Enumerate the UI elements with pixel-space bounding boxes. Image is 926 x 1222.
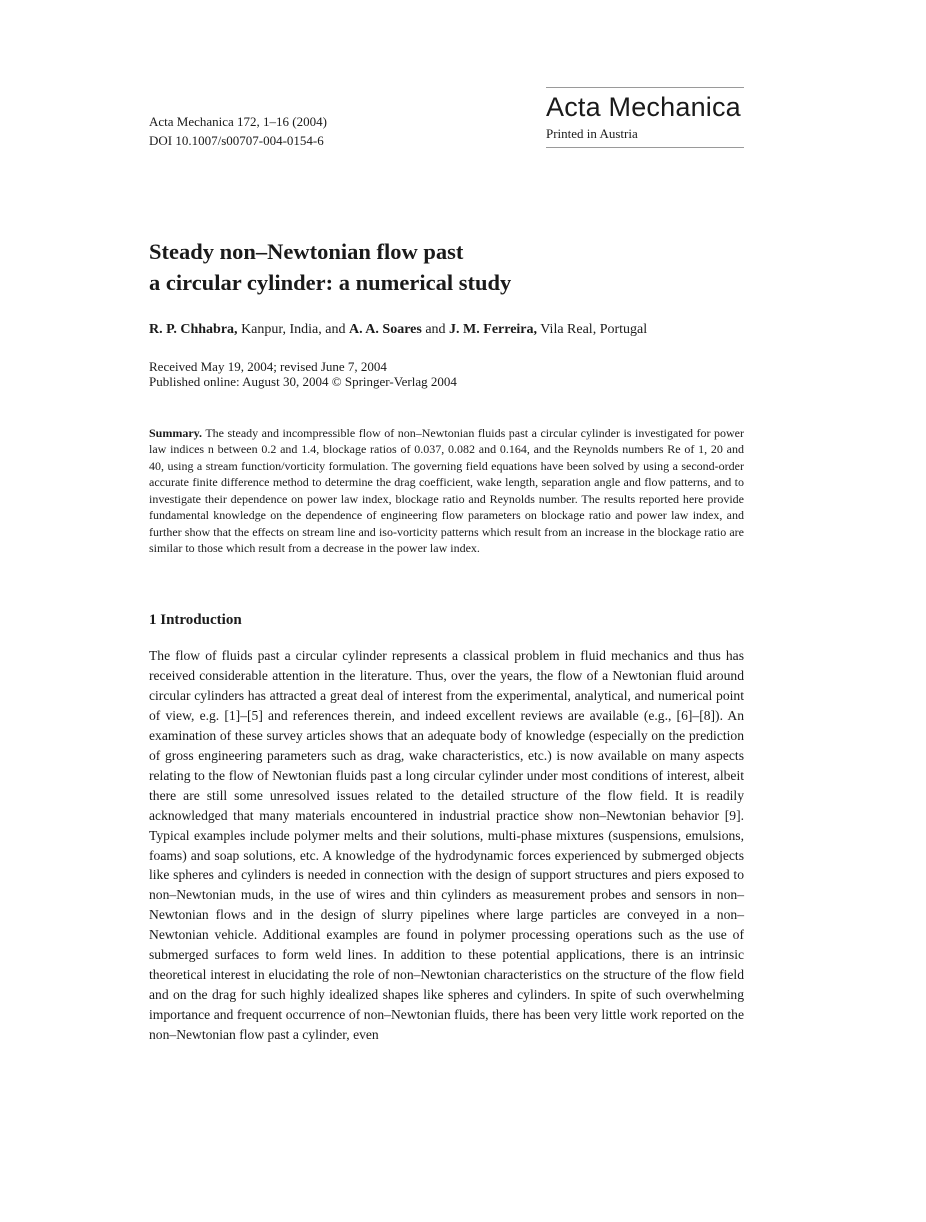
section-heading-introduction: 1 Introduction	[149, 612, 242, 628]
affiliation-1: Kanpur, India, and	[237, 322, 349, 337]
summary-label: Summary.	[149, 426, 203, 440]
summary-abstract	[149, 425, 744, 557]
title-line-2: a circular cylinder: a numerical study	[149, 270, 512, 295]
author-connector: and	[421, 322, 450, 337]
printed-in: Printed in Austria	[546, 126, 638, 141]
journal-brand	[546, 87, 744, 148]
summary-text: The steady and incompressible flow of non–Newtonian fluids past a circular cylinder is investigated for power law indices n between 0.2 and 1.4, blockage ratios of 0.037, 0.082 and 0.164, and the Reynolds numbers Re of 1, 20 and 40, using a stream function/vorticity formulation. The governing field equations have been solved by using a second-order accurate finite difference method to determine the drag coefficient, wake length, separation angle and flow patterns, and to investigate their dependence on power law index, blockage ratio and Reynolds number. The results reported here provide fundamental knowledge on the dependence of engineering flow parameters on blockage ratio and power law index, and further show that the effects on stream line and iso-vorticity patterns which result from an increase in the blockage ratio are similar to those which result from a decrease in the power law index.	[149, 426, 744, 556]
author-3: J. M. Ferreira,	[449, 322, 538, 337]
author-2: A. A. Soares	[348, 322, 422, 337]
brand-top-rule	[546, 87, 744, 88]
introduction-paragraph: The flow of fluids past a circular cylinder represents a classical problem in fluid mechanics and thus has received considerable attention in the literature. Thus, over the years, the flow of a Newtonian fluid around circular cylinders has attracted a great deal of interest from the experimental, analytical, and numerical point of view, e.g. [1]–[5] and references therein, and indeed excellent reviews are available (e.g., [6]–[8]). An examination of these survey articles shows that an adequate body of knowledge (especially on the prediction of gross engineering parameters such as drag, wake characteristics, etc.) is now available on many aspects relating to the flow of Newtonian fluids past a long circular cylinder under most conditions of interest, albeit there are still some unresolved issues related to the detailed structure of the flow field. It is readily acknowledged that many materials encountered in industrial practice show non–Newtonian behavior [9]. Typical examples include polymer melts and their solutions, multi-phase mixtures (suspensions, emulsions, foams) and soap solutions, etc. A knowledge of the hydrodynamic forces experienced by submerged objects like spheres and cylinders is needed in connection with the design of support structures and piers exposed to non–Newtonian muds, in the use of wires and thin cylinders as measurement probes and sensors in non–Newtonian flows and in the design of slurry pipelines where large particles are conveyed in a non–Newtonian vehicle. Additional examples are found in polymer processing operations such as the use of submerged surfaces to form weld lines. In addition to these potential applications, there is an intrinsic theoretical interest in elucidating the role of non–Newtonian characteristics on the structure of the flow field and on the drag for such highly idealized shapes like spheres and cylinders. In spite of such overwhelming importance and frequent occurrence of non–Newtonian fluids, there has been very little work reported on the non–Newtonian flow past a cylinder, even	[149, 648, 744, 1043]
journal-name: Acta Mechanica	[546, 92, 741, 122]
journal-reference	[149, 112, 327, 150]
title-line-1: Steady non–Newtonian flow past	[149, 239, 464, 264]
doi: DOI 10.1007/s00707-004-0154-6	[149, 133, 324, 148]
journal-citation: Acta Mechanica 172, 1–16 (2004)	[149, 114, 327, 129]
affiliation-2: Vila Real, Portugal	[537, 322, 648, 337]
received-date: Received May 19, 2004; revised June 7, 2004	[149, 359, 387, 374]
published-date: Published online: August 30, 2004 © Springer-Verlag 2004	[149, 374, 457, 389]
introduction-body	[149, 646, 744, 1045]
author-1: R. P. Chhabra,	[149, 322, 238, 337]
author-line	[149, 321, 647, 339]
article-title	[149, 236, 511, 298]
brand-bottom-rule	[546, 147, 744, 148]
publication-dates	[149, 359, 457, 389]
